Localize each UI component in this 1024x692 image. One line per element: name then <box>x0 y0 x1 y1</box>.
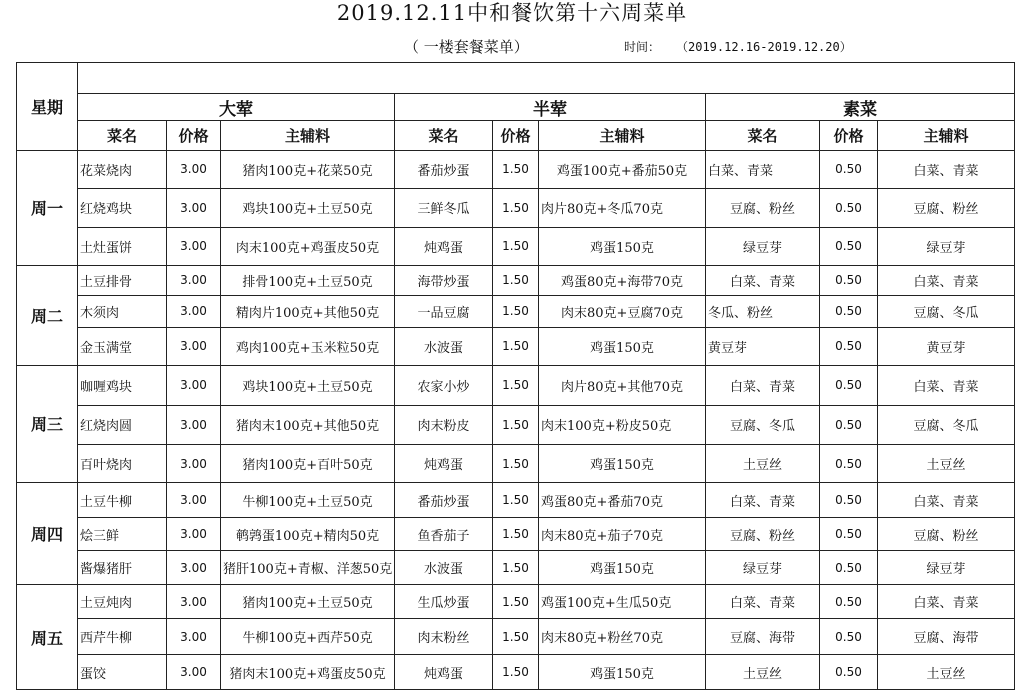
table-row <box>17 296 1015 327</box>
half-meat-ingredients: 鸡蛋150克 <box>539 550 706 585</box>
table-row <box>17 585 1015 618</box>
meat-price: 3.00 <box>167 151 221 189</box>
vegetable-ingredients: 豆腐、冬瓜 <box>878 405 1015 445</box>
half-meat-dish: 水波蛋 <box>395 550 493 585</box>
meat-price: 3.00 <box>167 327 221 366</box>
ingredients-header: 主辅料 <box>878 121 1015 151</box>
half-meat-ingredients: 肉片80克+冬瓜70克 <box>539 188 706 228</box>
table-row <box>17 550 1015 585</box>
group-header-vegetable: 素菜 <box>706 94 1015 121</box>
meat-ingredients: 猪肉100克+土豆50克 <box>221 585 395 618</box>
vegetable-ingredients: 土豆丝 <box>878 445 1015 483</box>
meat-ingredients: 猪肝100克+青椒、洋葱50克 <box>221 550 395 585</box>
half-meat-price: 1.50 <box>493 188 539 228</box>
vegetable-price: 0.50 <box>820 405 878 445</box>
half-meat-ingredients: 鸡蛋150克 <box>539 445 706 483</box>
vegetable-ingredients: 白菜、青菜 <box>878 482 1015 518</box>
half-meat-dish: 肉末粉丝 <box>395 618 493 655</box>
meat-dish: 土豆牛柳 <box>78 482 167 518</box>
vegetable-price: 0.50 <box>820 585 878 618</box>
table-row <box>17 405 1015 445</box>
page-title: 2019.12.11中和餐饮第十六周菜单 <box>336 1 688 25</box>
half-meat-dish: 番茄炒蛋 <box>395 482 493 518</box>
vegetable-price: 0.50 <box>820 618 878 655</box>
vegetable-ingredients: 土豆丝 <box>878 655 1015 690</box>
vegetable-price: 0.50 <box>820 265 878 295</box>
vegetable-price: 0.50 <box>820 655 878 690</box>
column-header-row <box>17 121 1015 151</box>
meat-price: 3.00 <box>167 482 221 518</box>
table-row <box>17 188 1015 228</box>
time-range: （2019.12.16-2019.12.20） <box>676 40 852 54</box>
half-meat-price: 1.50 <box>493 655 539 690</box>
half-meat-ingredients: 肉末100克+粉皮50克 <box>539 405 706 445</box>
weekday-cell: 周四 <box>17 482 78 584</box>
meat-ingredients: 猪肉100克+花菜50克 <box>221 151 395 189</box>
vegetable-dish: 白菜、青菜 <box>706 585 820 618</box>
vegetable-ingredients: 绿豆芽 <box>878 550 1015 585</box>
menu-table <box>16 62 1015 690</box>
half-meat-ingredients: 鸡蛋100克+番茄50克 <box>539 151 706 189</box>
half-meat-price: 1.50 <box>493 265 539 295</box>
half-meat-price: 1.50 <box>493 405 539 445</box>
meat-dish: 酱爆猪肝 <box>78 550 167 585</box>
vegetable-ingredients: 豆腐、粉丝 <box>878 188 1015 228</box>
meat-price: 3.00 <box>167 296 221 327</box>
half-meat-dish: 三鲜冬瓜 <box>395 188 493 228</box>
meat-ingredients: 猪肉100克+百叶50克 <box>221 445 395 483</box>
half-meat-dish: 一品豆腐 <box>395 296 493 327</box>
half-meat-price: 1.50 <box>493 618 539 655</box>
meat-dish: 百叶烧肉 <box>78 445 167 483</box>
meat-ingredients: 鸡块100克+土豆50克 <box>221 188 395 228</box>
half-meat-dish: 鱼香茄子 <box>395 518 493 550</box>
half-meat-price: 1.50 <box>493 296 539 327</box>
header-blank-cell <box>78 63 1015 94</box>
half-meat-ingredients: 肉末80克+豆腐70克 <box>539 296 706 327</box>
table-row <box>17 265 1015 295</box>
meat-price: 3.00 <box>167 445 221 483</box>
meat-price: 3.00 <box>167 188 221 228</box>
vegetable-dish: 白菜、青菜 <box>706 482 820 518</box>
vegetable-dish: 土豆丝 <box>706 445 820 483</box>
vegetable-dish: 冬瓜、粉丝 <box>706 296 820 327</box>
vegetable-ingredients: 白菜、青菜 <box>878 585 1015 618</box>
meat-dish: 烩三鲜 <box>78 518 167 550</box>
table-row <box>17 151 1015 189</box>
vegetable-dish: 白菜、青菜 <box>706 366 820 406</box>
table-row <box>17 366 1015 406</box>
table-row <box>17 618 1015 655</box>
meat-dish: 土豆排骨 <box>78 265 167 295</box>
vegetable-price: 0.50 <box>820 327 878 366</box>
meat-ingredients: 鹌鹑蛋100克+精肉50克 <box>221 518 395 550</box>
meat-dish: 花菜烧肉 <box>78 151 167 189</box>
half-meat-dish: 炖鸡蛋 <box>395 228 493 266</box>
dish-header: 菜名 <box>395 121 493 151</box>
meat-price: 3.00 <box>167 265 221 295</box>
meat-dish: 金玉满堂 <box>78 327 167 366</box>
vegetable-price: 0.50 <box>820 366 878 406</box>
meat-ingredients: 牛柳100克+土豆50克 <box>221 482 395 518</box>
meat-ingredients: 鸡肉100克+玉米粒50克 <box>221 327 395 366</box>
meat-ingredients: 精肉片100克+其他50克 <box>221 296 395 327</box>
dish-header: 菜名 <box>78 121 167 151</box>
ingredients-header: 主辅料 <box>221 121 395 151</box>
vegetable-dish: 土豆丝 <box>706 655 820 690</box>
vegetable-ingredients: 黄豆芽 <box>878 327 1015 366</box>
vegetable-ingredients: 豆腐、海带 <box>878 618 1015 655</box>
half-meat-price: 1.50 <box>493 366 539 406</box>
meat-dish: 蛋饺 <box>78 655 167 690</box>
vegetable-dish: 白菜、青菜 <box>706 265 820 295</box>
vegetable-dish: 豆腐、粉丝 <box>706 518 820 550</box>
meat-dish: 西芹牛柳 <box>78 618 167 655</box>
dish-header: 菜名 <box>706 121 820 151</box>
table-row <box>17 518 1015 550</box>
meat-ingredients: 猪肉末100克+鸡蛋皮50克 <box>221 655 395 690</box>
half-meat-dish: 炖鸡蛋 <box>395 445 493 483</box>
weekday-cell: 周三 <box>17 366 78 483</box>
meat-dish: 咖喱鸡块 <box>78 366 167 406</box>
half-meat-price: 1.50 <box>493 482 539 518</box>
half-meat-price: 1.50 <box>493 445 539 483</box>
half-meat-price: 1.50 <box>493 228 539 266</box>
vegetable-ingredients: 白菜、青菜 <box>878 151 1015 189</box>
menu-subtitle: （ 一楼套餐菜单） <box>404 38 529 56</box>
vegetable-dish: 豆腐、粉丝 <box>706 188 820 228</box>
meat-dish: 土灶蛋饼 <box>78 228 167 266</box>
vegetable-dish: 豆腐、冬瓜 <box>706 405 820 445</box>
meat-price: 3.00 <box>167 228 221 266</box>
weekday-cell: 周一 <box>17 151 78 266</box>
vegetable-price: 0.50 <box>820 550 878 585</box>
half-meat-ingredients: 肉末80克+茄子70克 <box>539 518 706 550</box>
meat-dish: 土豆炖肉 <box>78 585 167 618</box>
vegetable-dish: 豆腐、海带 <box>706 618 820 655</box>
vegetable-dish: 绿豆芽 <box>706 228 820 266</box>
time-label: 时间： <box>624 40 661 54</box>
meat-price: 3.00 <box>167 518 221 550</box>
meat-price: 3.00 <box>167 585 221 618</box>
meat-price: 3.00 <box>167 655 221 690</box>
meat-dish: 红烧肉圆 <box>78 405 167 445</box>
meat-ingredients: 牛柳100克+西芹50克 <box>221 618 395 655</box>
half-meat-ingredients: 肉片80克+其他70克 <box>539 366 706 406</box>
meat-ingredients: 肉末100克+鸡蛋皮50克 <box>221 228 395 266</box>
weekday-cell: 周二 <box>17 265 78 365</box>
table-row <box>17 482 1015 518</box>
vegetable-price: 0.50 <box>820 228 878 266</box>
meat-price: 3.00 <box>167 405 221 445</box>
price-header: 价格 <box>493 121 539 151</box>
vegetable-price: 0.50 <box>820 518 878 550</box>
meat-ingredients: 猪肉末100克+其他50克 <box>221 405 395 445</box>
meat-dish: 木须肉 <box>78 296 167 327</box>
price-header: 价格 <box>820 121 878 151</box>
meat-price: 3.00 <box>167 366 221 406</box>
vegetable-ingredients: 豆腐、粉丝 <box>878 518 1015 550</box>
group-header-row <box>17 94 1015 121</box>
vegetable-price: 0.50 <box>820 151 878 189</box>
half-meat-ingredients: 鸡蛋150克 <box>539 655 706 690</box>
half-meat-dish: 生瓜炒蛋 <box>395 585 493 618</box>
vegetable-ingredients: 白菜、青菜 <box>878 265 1015 295</box>
half-meat-dish: 炖鸡蛋 <box>395 655 493 690</box>
price-header: 价格 <box>167 121 221 151</box>
half-meat-price: 1.50 <box>493 327 539 366</box>
half-meat-dish: 肉末粉皮 <box>395 405 493 445</box>
half-meat-ingredients: 鸡蛋100克+生瓜50克 <box>539 585 706 618</box>
meat-price: 3.00 <box>167 550 221 585</box>
half-meat-price: 1.50 <box>493 151 539 189</box>
half-meat-dish: 农家小炒 <box>395 366 493 406</box>
half-meat-price: 1.50 <box>493 585 539 618</box>
half-meat-ingredients: 鸡蛋150克 <box>539 327 706 366</box>
vegetable-ingredients: 绿豆芽 <box>878 228 1015 266</box>
meat-dish: 红烧鸡块 <box>78 188 167 228</box>
vegetable-ingredients: 白菜、青菜 <box>878 366 1015 406</box>
vegetable-price: 0.50 <box>820 296 878 327</box>
header-blank-row <box>17 63 1015 94</box>
half-meat-price: 1.50 <box>493 550 539 585</box>
meat-ingredients: 排骨100克+土豆50克 <box>221 265 395 295</box>
half-meat-ingredients: 鸡蛋80克+海带70克 <box>539 265 706 295</box>
half-meat-ingredients: 鸡蛋80克+番茄70克 <box>539 482 706 518</box>
meat-price: 3.00 <box>167 618 221 655</box>
weekday-header: 星期 <box>17 63 78 151</box>
group-header-half-meat: 半荤 <box>395 94 706 121</box>
ingredients-header: 主辅料 <box>539 121 706 151</box>
table-row <box>17 655 1015 690</box>
half-meat-dish: 海带炒蛋 <box>395 265 493 295</box>
half-meat-dish: 水波蛋 <box>395 327 493 366</box>
half-meat-dish: 番茄炒蛋 <box>395 151 493 189</box>
vegetable-dish: 绿豆芽 <box>706 550 820 585</box>
vegetable-ingredients: 豆腐、冬瓜 <box>878 296 1015 327</box>
vegetable-dish: 白菜、青菜 <box>706 151 820 189</box>
vegetable-price: 0.50 <box>820 482 878 518</box>
vegetable-price: 0.50 <box>820 188 878 228</box>
weekday-cell: 周五 <box>17 585 78 690</box>
half-meat-ingredients: 肉末80克+粉丝70克 <box>539 618 706 655</box>
vegetable-dish: 黄豆芽 <box>706 327 820 366</box>
half-meat-ingredients: 鸡蛋150克 <box>539 228 706 266</box>
table-row <box>17 445 1015 483</box>
meat-ingredients: 鸡块100克+土豆50克 <box>221 366 395 406</box>
group-header-meat: 大荤 <box>78 94 395 121</box>
table-row <box>17 327 1015 366</box>
table-row <box>17 228 1015 266</box>
vegetable-price: 0.50 <box>820 445 878 483</box>
half-meat-price: 1.50 <box>493 518 539 550</box>
